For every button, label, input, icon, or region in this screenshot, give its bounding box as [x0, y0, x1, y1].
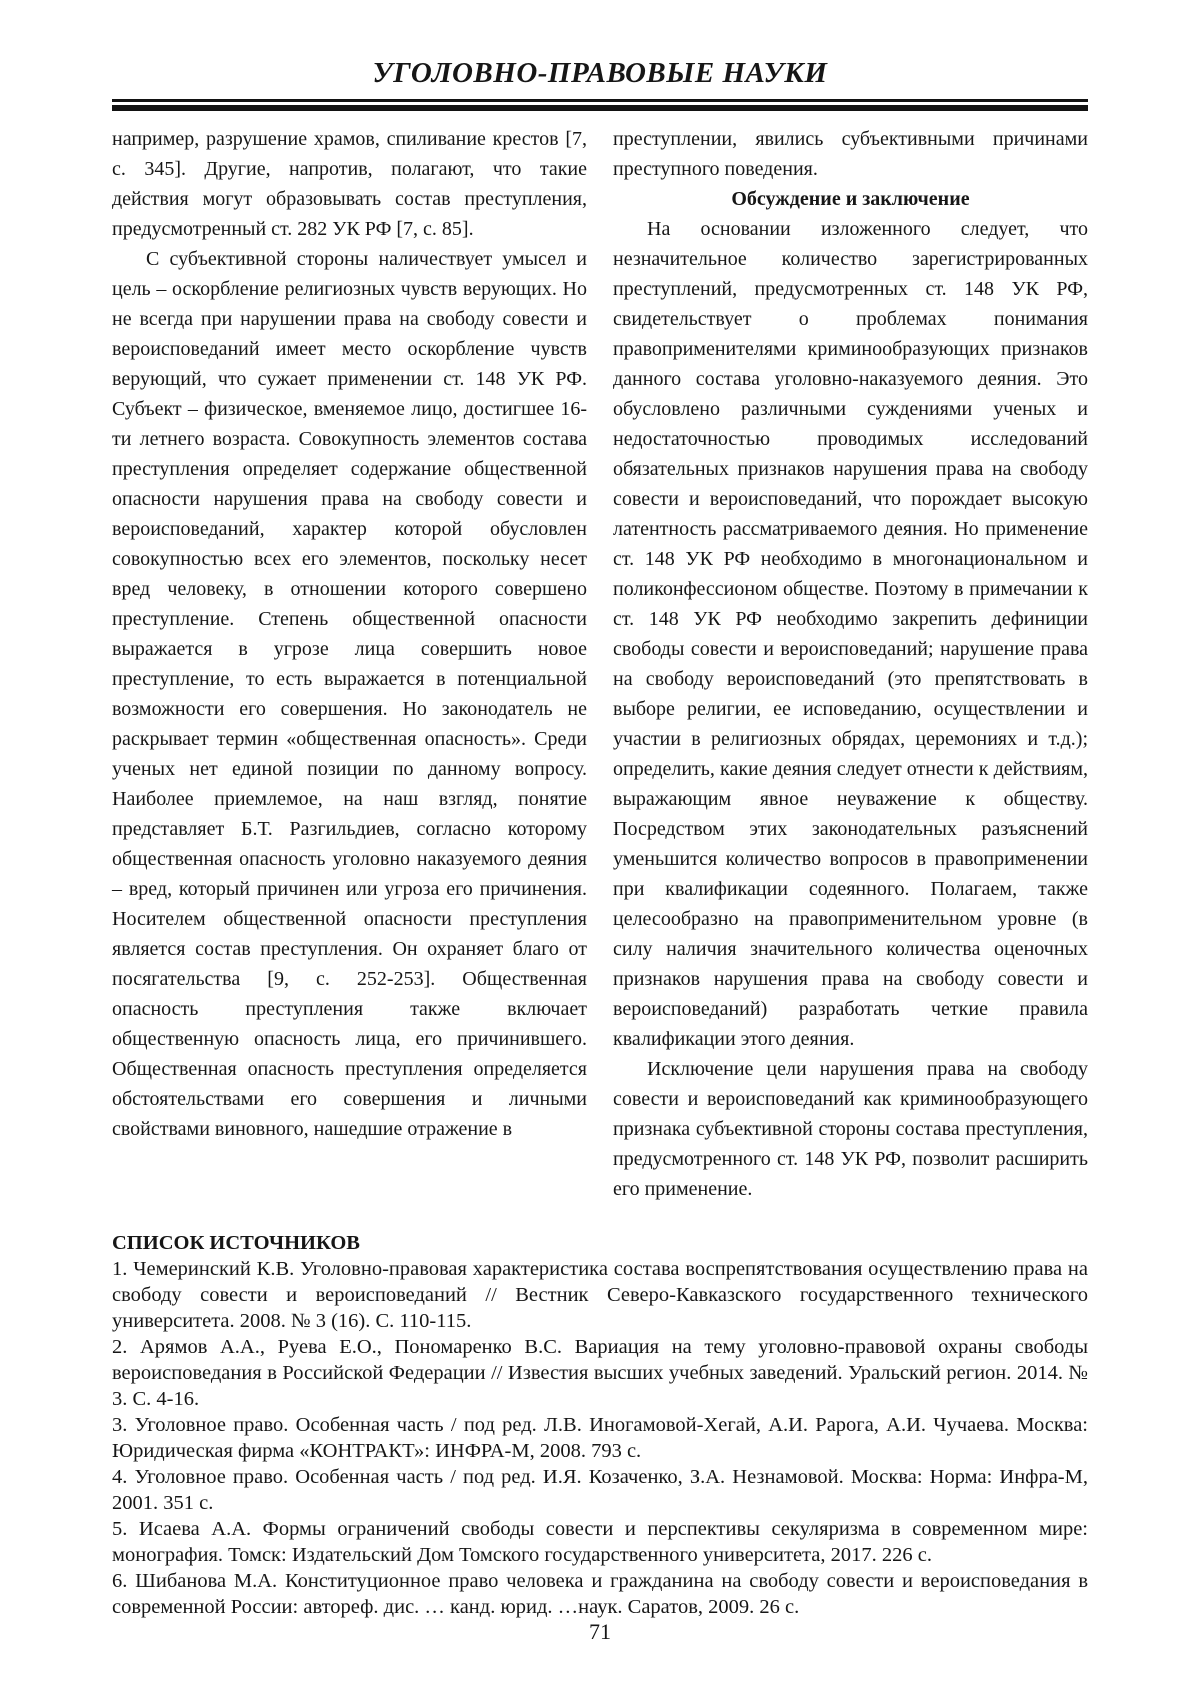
reference-item: 6. Шибанова М.А. Конституционное право человека и гражданина на свободу совести и вероисповедания в современной России: автореф. дис. … канд. юрид. …наук. Саратов, 2009. 26 с.: [112, 1570, 1088, 1618]
running-head-title: УГОЛОВНО-ПРАВОВЫЕ НАУКИ: [372, 57, 828, 89]
header-rule-thick: [112, 105, 1088, 111]
body-paragraph: например, разрушение храмов, спиливание крестов [7, с. 345]. Другие, напротив, полагают, что такие действия могут образовывать состав преступления, предусмотренный ст. 282 УК РФ [7, с. 85].: [112, 128, 587, 240]
body-paragraph: Исключение цели нарушения права на свободу совести и вероисповеданий как криминообразующего признака субъективной стороны состава преступления, предусмотренного ст. 148 УК РФ, позволит расширить его применение.: [613, 1058, 1088, 1200]
reference-item: 3. Уголовное право. Особенная часть / под ред. Л.В. Иногамовой-Хегай, А.И. Рарога, А.И. Чучаева. Москва: Юридическая фирма «КОНТРАКТ»: ИНФРА-М, 2008. 793 с.: [112, 1414, 1088, 1462]
header-rule: [112, 99, 1088, 111]
reference-item: 4. Уголовное право. Особенная часть / под ред. И.Я. Козаченко, З.А. Незнамовой. Москва: Норма: Инфра-М, 2001. 351 с.: [112, 1466, 1088, 1514]
reference-item: 2. Арямов А.А., Руева Е.О., Пономаренко В.С. Вариация на тему уголовно-правовой охраны свободы вероисповедания в Российской Федерации // Известия высших учебных заведений. Уральский регион. 2014. № 3. С. 4-16.: [112, 1336, 1088, 1410]
reference-item: 5. Исаева А.А. Формы ограничений свободы совести и перспективы секуляризма в современном мире: монография. Томск: Издательский Дом Томского государственного университета, 2017. 226 с.: [112, 1518, 1088, 1566]
body-paragraph: На основании изложенного следует, что незначительное количество зарегистрированных преступлений, предусмотренных ст. 148 УК РФ, свидетельствует о проблемах понимания правоприменителями криминообразующих признаков данного состава уголовно-наказуемого деяния. Это обусловлено различными суждениями ученых и недостаточностью проводимых исследований обязательных признаков нарушения права на свободу совести и вероисповеданий, что порождает высокую латентность рассматриваемого деяния. Но применение ст. 148 УК РФ необходимо в многонациональном и поликонфессионом обществе. Поэтому в примечании к ст. 148 УК РФ необходимо закрепить дефиниции свободы совести и вероисповеданий; нарушение права на свободу вероисповеданий (это препятствовать в выборе религии, ее исповеданию, осуществлении и участии в религиозных обрядах, церемониях и т.д.); определить, какие деяния следует отнести к действиям, выражающим явное неуважение к обществу. Посредством этих законодательных разъяснений уменьшится количество вопросов в правоприменении при квалификации содеянного. Полагаем, также целесообразно на правоприменительном уровне (в силу наличия значительного количества оценочных признаков нарушения права на свободу совести и вероисповеданий) разработать четкие правила квалификации этого деяния.: [613, 218, 1088, 1050]
article-body: [112, 124, 1088, 1204]
body-paragraph: преступлении, явились субъективными причинами преступного поведения.: [613, 128, 1088, 180]
page-number: 71: [589, 1619, 611, 1644]
references-heading: СПИСОК ИСТОЧНИКОВ: [112, 1232, 360, 1254]
left-column: [112, 124, 587, 1204]
reference-item: 1. Чемеринский К.В. Уголовно-правовая характеристика состава воспрепятствования осуществлению права на свободу совести и вероисповеданий // Вестник Северо-Кавказского государственного технического университета. 2008. № 3 (16). С. 110-115.: [112, 1258, 1088, 1332]
right-column: [613, 124, 1088, 1204]
references-section: [112, 1230, 1088, 1620]
section-heading-discussion-conclusion: Обсуждение и заключение: [731, 188, 970, 210]
body-paragraph: С субъективной стороны наличествует умысел и цель – оскорбление религиозных чувств верующих. Но не всегда при нарушении права на свободу совести и вероисповеданий имеет место оскорбление чувств верующий, что сужает применении ст. 148 УК РФ. Субъект – физическое, вменяемое лицо, достигшее 16-ти летнего возраста. Совокупность элементов состава преступления определяет содержание общественной опасности нарушения права на свободу совести и вероисповеданий, характер которой обусловлен совокупностью всех его элементов, поскольку несет вред человеку, в отношении которого совершено преступление. Степень общественной опасности выражается в угрозе лица совершить новое преступление, то есть выражается в потенциальной возможности его совершения. Но законодатель не раскрывает термин «общественная опасность». Среди ученых нет единой позиции по данному вопросу. Наиболее приемлемое, на наш взгляд, понятие представляет Б.Т. Разгильдиев, согласно которому общественная опасность уголовно наказуемого деяния – вред, который причинен или угроза его причинения. Носителем общественной опасности преступления является состав преступления. Он охраняет благо от посягательства [9, с. 252-253]. Общественная опасность преступления также включает общественную опасность лица, его причинившего. Общественная опасность преступления определяется обстоятельствами его совершения и личными свойствами виновного, нашедшие отражение в: [112, 248, 587, 1140]
page-header: [112, 56, 1088, 111]
